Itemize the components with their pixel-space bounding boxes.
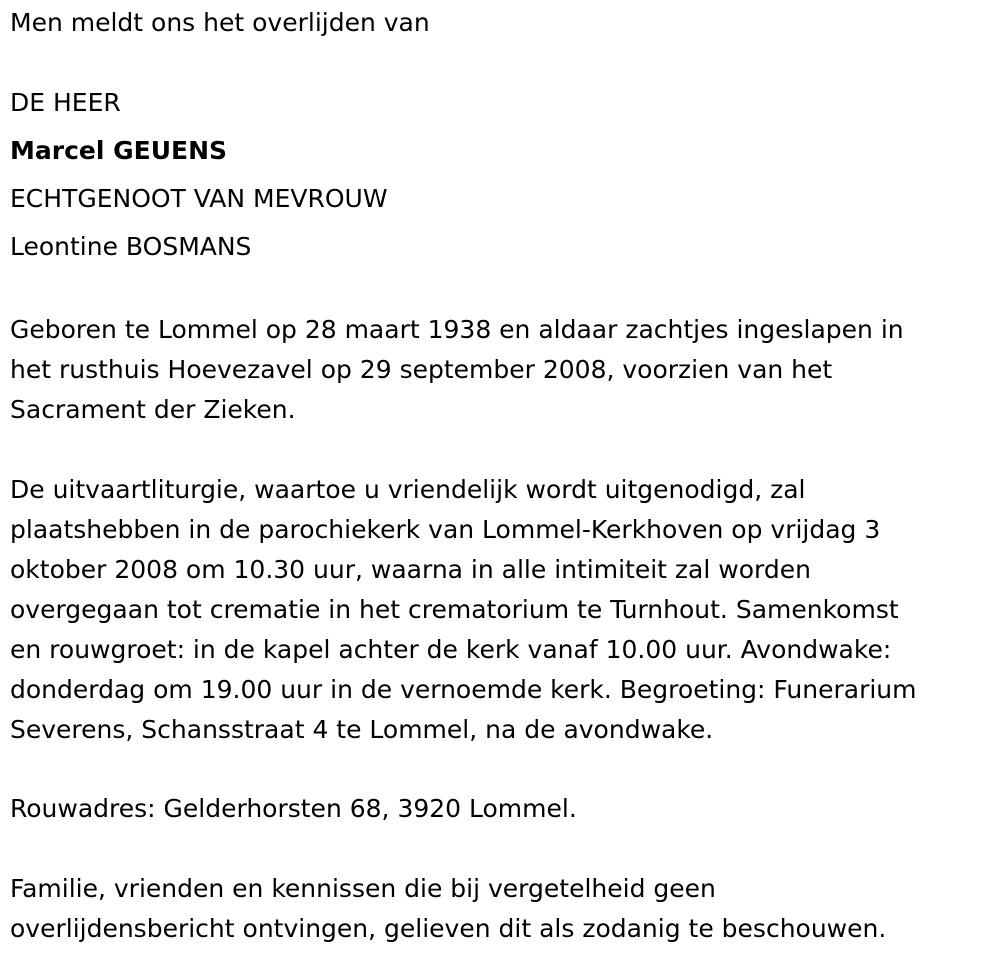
funeral-line: De uitvaartliturgie, waartoe u vriendelijk wordt uitgenodigd, zal xyxy=(10,475,806,504)
address-line: Rouwadres: Gelderhorsten 68, 3920 Lommel. xyxy=(10,794,577,823)
funeral-paragraph xyxy=(10,470,985,750)
family-line: overlijdensbericht ontvingen, gelieven dit als zodanig te beschouwen. xyxy=(10,914,887,943)
funeral-line: en rouwgroet: in de kapel achter de kerk vanaf 10.00 uur. Avondwake: xyxy=(10,635,892,664)
birth-line: Sacrament der Zieken. xyxy=(10,395,296,424)
birth-paragraph xyxy=(10,310,985,430)
birth-line: het rusthuis Hoevezavel op 29 september 2008, voorzien van het xyxy=(10,355,833,384)
family-paragraph xyxy=(10,869,985,949)
funeral-line: oktober 2008 om 10.30 uur, waarna in alle intimiteit zal worden xyxy=(10,555,811,584)
address-paragraph xyxy=(10,789,985,829)
deceased-name: Marcel GEUENS xyxy=(10,136,228,165)
family-line: Familie, vrienden en kennissen die bij vergetelheid geen xyxy=(10,874,716,903)
birth-line: Geboren te Lommel op 28 maart 1938 en aldaar zachtjes ingeslapen in xyxy=(10,315,904,344)
intro-line: Men meldt ons het overlijden van xyxy=(10,8,430,37)
funeral-line: donderdag om 19.00 uur in de vernoemde kerk. Begroeting: Funerarium xyxy=(10,675,917,704)
funeral-line: plaatshebben in de parochiekerk van Lommel-Kerkhoven op vrijdag 3 xyxy=(10,515,881,544)
honorific-title: DE HEER xyxy=(10,88,121,117)
funeral-line: Severens, Schansstraat 4 te Lommel, na de avondwake. xyxy=(10,715,714,744)
funeral-line: overgegaan tot crematie in het crematorium te Turnhout. Samenkomst xyxy=(10,595,899,624)
spouse-title: ECHTGENOOT VAN MEVROUW xyxy=(10,184,388,213)
spouse-name: Leontine BOSMANS xyxy=(10,232,252,261)
